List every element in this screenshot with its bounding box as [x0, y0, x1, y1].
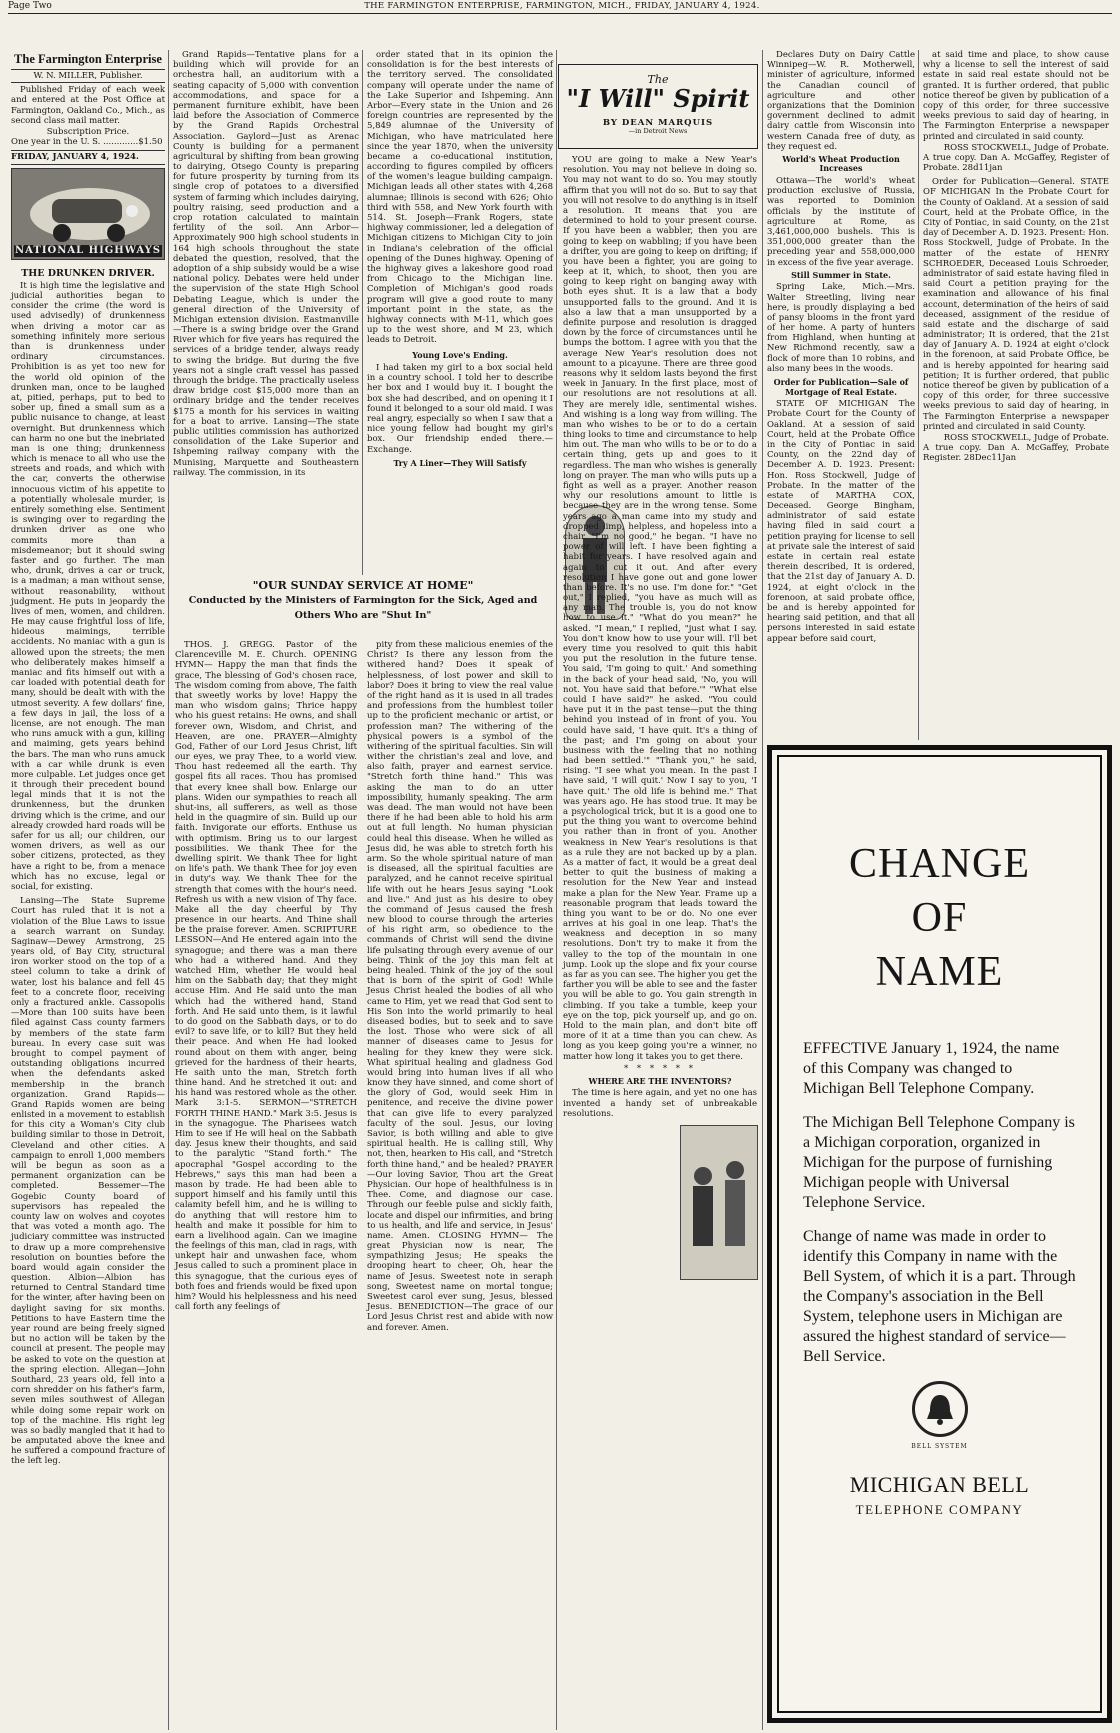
- liner-ad: Try A Liner—They Will Satisfy: [393, 457, 527, 468]
- feature-title: "I Will" Spirit: [566, 84, 750, 114]
- column-rule: [918, 50, 919, 740]
- probate-order-text: at said time and place, to show cause why a license to sell the interest of said estate in said real estate should not be granted. It is further ordered, that public notice thereof be given by publication of a copy of this order, for three successive weeks previous to said day of hearing, in The Farmington Enterprise a newspaper printed and circulated in said county.: [923, 50, 1109, 142]
- column-rule: [762, 50, 763, 1730]
- subscription-heading: Subscription Price.: [46, 126, 130, 137]
- judge-signature: ROSS STOCKWELL, Judge of Probate.: [943, 142, 1109, 153]
- sermon-text: pity from these malicious enemies of the Christ? Is there any lesson from the withered hand? Does it speak of helplessness, of lost power and skill to labor? Does it bring to view the real value of the right hand as it is used in all trades and professions from the humblest toiler up to the proficient mechanic or artist, or profession man? The withering of the physical powers is a symbol of the withering of the spiritual faculties. Sin will wither the christian's zeal and love, and also faith, prayer and earnest service. "Stretch forth thine hand." This was asking the man to do an utter impossibility, humanly speaking. The arm was dead. The man would not have been there if he had been able to hold his arm out at full length. No human physician could heal this disease. When he willed as Jesus did, he was able to stretch forth his arm. So the whole spiritual nature of man is diseased, all the spiritual faculties are paralyzed, and he cannot receive spiritual life with out he hears Jesus saying "Look and live." And just as his desire to obey the command of Jesus caused the fresh new blood to course through the arteries of his right arm, so obedience to the commands of Christ will send the divine life pulsating through every avenue of our being. Think of the joy this man felt at being healed. Think of the joy of the soul that is born of the spirit of God! While Jesus Christ healed the bodies of all who came to Him, yet we read that God sent to His Son into the world primarily to heal diseased bodies, but to seek and to save the lost. Those who were sick of all manner of diseases came to Jesus for healing for they knew they were sick. What spiritual healing and gladness God would bring into human lives if all who know they have sinned, and come short of the glory of God, would seek Him in penitence, and receive the divine power that can give life to every paralyzed faculty of the soul. Jesus, our loving Savior, is both willing and able to give spiritual health. He is calling still, Why not, then, hearken to His call, and "Stretch forth thine hand," and be healed? PRAYER—Our loving Savior, Thou art the Great Physician. Our hope of healthfulness is in Thee. Come, and diagnose our case. Through our feeble pulse and sickly faith, locate and dispel our infirmities, and bring to us health, and life and service, in Jesus' name. Amen. CLOSING HYMN— The great Physician now is near, The sympathizing Jesus; He speaks the drooping heart to cheer, Oh, hear the name of Jesus. Sweetest note in seraph song, Sweetest name on mortal tongue; Sweetest carol ever sung, Jesus, blessed Jesus. BENEDICTION—The grace of our Lord Jesus Christ rest and abide with now and forever. Amen.: [367, 640, 553, 1333]
- subscription-price: One year in the U. S. .............$1.50: [11, 137, 163, 148]
- ad-title-line: OF: [911, 895, 968, 941]
- sermon-title: "OUR SUNDAY SERVICE AT HOME": [252, 579, 474, 592]
- issue-date: FRIDAY, JANUARY 4, 1924.: [11, 150, 165, 164]
- company-name: MICHIGAN BELL: [849, 1472, 1030, 1498]
- sermon-text: THOS. J. GREGG. Pastor of the Clarenceville M. E. Church. OPENING HYMN— Happy the man that finds the grace, The blessing of God's chosen race, The wisdom coming from above, The faith that sweetly works by love! Happy the man who wisdom gains; Thrice happy who his guest retains: He owns, and shall forever own, Wisdom, and Christ, and Heaven, are one. PRAYER—Almighty God, Father of our Lord Jesus Christ, lift our eyes, we pray Thee, to a world view. Thou hast redeemed all the earth. Thy gospel fits all races. Thou has promised that every knee shall bow. Enlarge our plans. Widen our sympathies to reach all shut-ins, all sufferers, as well as those held in the quagmire of sin. Build up our faith. Invigorate our efforts. Enthuse us with optimism. Bring us to our largest possibilities. We thank Thee for the dwelling spirit. We thank Thee for light on life's path. We thank Thee for joy even in duty's way. We thank Thee for the strength that comes with the hour's need. Refresh us with a new vision of Thy face. Make all the day cheerful by Thy presence in our hearts. And Thine shall be the praise forever. Amen. SCRIPTURE LESSON—And He entered again into the synagogue; and there was a man there who had a withered hand. And they watched Him, whether He would heal him on the Sabbath day; that they might accuse Him. And He said unto the man which had the withered hand, Stand forth. And He said unto them, is it lawful to do good on the Sabbath days, or to do evil? to save life, or to kill? But they held their peace. And when He had looked round about on them with anger, being grieved for the hardness of their hearts, He saith unto the man, Stretch forth thine hand. And he stretched it out: and his hand was restored whole as the other. Mark 3:1-5. SERMON—"STRETCH FORTH THINE HAND." Mark 3:5. Jesus is in the synagogue. The Pharisees watch Him to see if He will heal on the Sabbath day. Jesus knew their thoughts, and said to the paralytic "Stand forth." The apocraphal "Gospel according to the Hebrews," says this man had been a mason by trade. He had been able to support himself and his family until this calamity befell him, and he is willing to do anything that will restore him to health and make it possible for him to earn a livelihood again. Can we imagine the feelings of this man, clad in rags, with unkept hair and unwashen face, whom Jesus called to such a prominent place in this synagogue, that the curious eyes of both foes and friends would be fixed upon him? Would his helplessness and his need call forth any feelings of: [175, 640, 357, 1313]
- sermon-left-column: [172, 640, 360, 1728]
- column-news-2: [170, 50, 362, 575]
- editorial-text: It is high time the legislative and judicial authorities began to consider the crime (the word is used advisedly) of drunkenness when driving a motor car as something infinitely more serious than is drunkenness under ordinary circumstances. Prohibition is as yet too new for the world old opinion of the drunken man, once to be laughed at, pitied, perhaps, put to bed to sober up, fined a small sum as a public nuisance to change, at least overnight. But drunkenness which can harm no one but the inebriated man is one thing; drunkenness which is menace to all who use the streets and roads, and which with the car, converts the otherwise innocuous victim of his appetite to a potentially wholesale murder, is entirely something else. Sentiment is swinging over to regarding the drunken driver as one who commits more than a misdemeanor; but it should swing faster and go further. The man who, drunk, drives a car or truck, is a madman; a man without sense, without reasonability, without judgment. He puts in jeopardy the lives of men, women, and children. He may cause frightful loss of life, hideous maimings, terrible accidents. No maniac with a gun is allowed upon the streets; the men who deliberately makes himself a maniac and fits himself out with a car loaded with potential death for many, should be dealt with with the utmost severity. A few dollars' fine, a few days in jail, the loss of a license, are not enough. The man who runs amuck with a gun, killing and maiming, gets years behind the bars. The man who runs amuck with a car while drunk is even more culpable. Let judges once get it through their precedent bound legal minds that it is not the drunkenness, but the drunken driving which is the crime, and our already crowded hard roads will be safer for us all; our children, our women drivers, as well as our sober citizens, protected, as they have a right to be, from a menace which has no excuse, legal or social, for existing.: [11, 280, 165, 892]
- bell-logo-icon: [912, 1381, 968, 1437]
- column-editorial: [8, 52, 168, 1730]
- column-legal-6: [764, 50, 918, 740]
- separator: * * * * * *: [623, 1063, 696, 1074]
- i-will-spirit-heading: [558, 64, 758, 149]
- ad-title-line: NAME: [875, 949, 1004, 995]
- editorial-title: THE DRUNKEN DRIVER.: [21, 267, 155, 279]
- paper-name: The Farmington Enterprise: [14, 52, 162, 66]
- wheat-title: World's Wheat Production Increases: [782, 153, 900, 174]
- michigan-bell-advertisement: [767, 745, 1112, 1723]
- ad-body-paragraph: Change of name was made in order to identify this Company in name with the Bell System, of which it is a part. Through the Company's association in the Bell System, telephone users in Michigan are assured the highest standard of service—Bell Service.: [803, 1228, 1076, 1365]
- sermon-header: [172, 578, 554, 627]
- summer-title: Still Summer in State.: [791, 269, 891, 280]
- ad-body-paragraph: EFFECTIVE January 1, 1924, the name of this Company was changed to Michigan Bell Telephone Company.: [803, 1040, 1060, 1097]
- probate-order-text: STATE OF MICHIGAN The Probate Court for the County of Oakland. At a session of said Court, held at the Probate Office in the City of Pontiac in said County, on the 22nd day of December A. D. 1923. Present: Hon. Ross Stockwell, Judge of Probate. In the matter of the estate of MARTHA COX, Deceased. George Bingham, administrator of said estate having filed in said court a petition praying for license to sell at private sale the interest of said estate in certain real estate therein described, It is ordered, that the 21st day of January A. D. 1924, at eight o'clock in the forenoon, at said probate office, be and is hereby appointed for hearing said petition, and that all persons interested in said estate appear before said court,: [767, 399, 915, 644]
- true-copy-note: A true copy. Dan A. McGaffey, Register of Probate. 28d11jan: [923, 152, 1109, 174]
- ad-body-paragraph: The Michigan Bell Telephone Company is a Michigan corporation, organized in Michigan for the purpose of furnishing Michigan people with Universal Telephone Service.: [803, 1114, 1075, 1211]
- inventors-text: The time is here again, and yet no one has invented a handy set of unbreakable resolutions.: [563, 1088, 757, 1119]
- judge-signature: ROSS STOCKWELL, Judge of Probate.: [943, 432, 1109, 443]
- summer-brief: Spring Lake, Mich.—Mrs. Walter Streetling, living near here, is proudly displaying a bed of pansy blooms in the front yard of her home. A party of hunters from Highland, when hunting at New Richmond recently, saw a flock of more than 10 robins, and also many bees in the woods.: [767, 282, 915, 374]
- byline: BY DEAN MARQUIS: [602, 118, 714, 129]
- page-number: Page Two: [8, 1, 52, 12]
- column-i-will-spirit: [560, 155, 760, 1730]
- publication-notice: Published Friday of each week and entered at the Post Office at Farmington, Oakland Co., Mich., as second class mail matter.: [11, 85, 165, 126]
- bell-logo-text: BELL SYSTEM: [911, 1443, 968, 1450]
- probate-order-general: Order for Publication—General. STATE OF MICHIGAN In the Probate Court for the County of Oakland. At a session of said Court, held at the Probate Office, in the City of Pontiac, in said County, on the 21st day of December A. D. 1923. Present: Hon. Ross Stockwell, Judge of Probate. In the matter of the estate of HENRY SCHROEDER, Deceased Louis Schroeder, administrator of said estate having filed in said Court a petition praying for the examination and allowance of his final account, determination of the heirs of said deceased, assignment of the residue of said estate and the discharge of said administrator; It is ordered, that the 21st day of January A. D. 1924 at eight o'clock in the forenoon, at said Probate Office, be and is hereby appointed for hearing said petition; It is further ordered, that public notice thereof be given by publication of a copy of this order, for three successive weeks previous to said day of hearing, in The Farmington Enterprise a newspaper printed and circulated in said County.: [923, 177, 1109, 432]
- anecdote-text: I had taken my girl to a box social held in a country school. I told her to describe her box and I would buy it. I bought the box she had described, and on opening it I found it belonged to a sour old maid. I was real angry, especially so when I saw that a nice young fellow had bought my girl's box. Our friendship ended there.—Exchange.: [367, 363, 553, 455]
- column-rule: [362, 50, 363, 575]
- news-briefs: Grand Rapids—Tentative plans for a building which will provide for an orchestra hall, an auditorium with a seating capacity of 5,000 with convention accommodations, and space for a permanent furniture exhibit, have been laid before the Association of Commerce by the Grand Rapids Orchestral Association. Gaylord—Just as Arenac County is building for a permanent agricultural by shifting from bean growing to dairying, Otsego County is preparing for future prosperity by turning from its single crop of potatoes to a diversified system of farming which includes dairying, poultry raising, seed production and a crop rotation calculated to maintain fertility of the soil. Ann Arbor—Approximately 900 high school students in 164 high schools throughout the state debated the question, resolved, that the adoption of a ship subsidy would be a wise national policy. Debates were held under the supervision of the state High School Debating League, which is under the general direction of the University of Michigan extension division. Eastmanville—There is a swing bridge over the Grand River which for five years has required the services of a bridge tender, always ready to swing the bridge. But during the five years not a single craft vessel has passed through the bridge. The practically useless draw bridge cost $15,000 more than an ordinary bridge and the tender receives $175 a month for his services in waiting for a boat to arrive. Lansing—The state public utilities commission has authorized consolidation of the Lake Superior and Ishpeming railway company with the Munising, Marquette and Southeastern railway. The commission, in its: [173, 50, 359, 478]
- column-rule: [168, 50, 169, 1730]
- column-rule: [556, 50, 557, 1730]
- heading-the: The: [647, 73, 669, 86]
- highway-cartoon: [11, 168, 165, 260]
- state-briefs: Lansing—The State Supreme Court has ruled that it is not a violation of the Blue Laws to issue a search warrant on Sunday. Saginaw—Dewey Armstrong, 25 years old, of Bay City, structural iron worker stood on the top of a steel column to take a drink of water, lost his balance and fell 45 feet to a concrete floor, receiving only a fractured ankle. Cassopolis—More than 100 suits have been filed against Cass county farmers by members of the state farm bureau. In every case suit was brought to compel payment of outstanding obligations incurred when the defendants asked membership in the branch organization. Grand Rapids—Grand Rapids women are being enlisted in a movement to establish for this city a Woman's City club building similar to those in Detroit, Cleveland and other cities. A campaign to enroll 1,000 members will be begun as soon as a permanent organization can be completed. Bessemer—The Gogebic County board of supervisors has repealed the county law on wolves and coyotes that was voted a month ago. The judiciary committee was instructed to draw up a more comprehensive resolution on bounties before the board would again consider the question. Albion—Albion has returned to Central Standard time for the winter, after having been on daylight saving for six months. Petitions to have Eastern time the year round are being freely signed but no action will be taken by the council at present. The people may be asked to vote on the question at the spring election. Allegan—John Southard, 23 years old, fell into a corn shredder on his father's farm, seven miles southwest of Allegan while doing some repair work on top of the machine. His right leg was so badly mangled that it had to be amputated above the knee and he suffered a compound fracture of the left leg.: [11, 896, 165, 1467]
- column-legal-7: [920, 50, 1112, 740]
- column-news-3: [364, 50, 556, 575]
- news-briefs: order stated that in its opinion the consolidation is for the best interests of the territory served. The consolidated company will operate under the name of the Lake Superior and Ishpeming. Ann Arbor—Every state in the Union and 26 foreign countries are represented by the 5,849 alumnae of the University of Michigan, who have matriculated here since the year 1870, when the university became a co-educational institution, according to figures compiled by officers of the women's league building campaign. Michigan leads all other states with 4,268 alumnae; Illinois is second with 626; Ohio third with 558, and New York fourth with 514. St. Joseph—Frank Rogers, state highway commissioner, led a delegation of Michigan citizens to Michigan City to join in Indiana's celebration of the official opening of the Dunes highway. Opening of the highway gives a lakeshore good road from Chicago to the Michigan line. Completion of Michigan's good roads program will give a good route to many important point in the state, as the highway connects with M-11, which goes up to the west shore, and M 23, which leads to Detroit.: [367, 50, 553, 346]
- sermon-subtitle: Conducted by the Ministers of Farmington for the Sick, Aged and Others Who are "Shut In": [188, 595, 538, 621]
- feature-text: YOU are going to make a New Year's resolution. You may not believe in doing so. You may not want to do so. You may stoutly affirm that you will not do so. But to say that you will not resolve to do anything is in itself a resolution. It means that you are determined to hold to your present course. If you have been a wabbler, then you are going to keep on wabbling; if you have been a drifter, you are going to keep on drifting; if you have been a fighter, you are going to keep at it, which, to shoot, then you are going to keep right on banging away with both eyes shut. It is a law that a body unsupported falls to the ground. And it is also a law that a man unsupported by a definite purpose and resolution is dragged down by the force of circumstances until he bumps the bottom. I agree with you that the average New Year's resolution does not amount to a picayune. There are three good reasons why it seldom lasts beyond the first week in January. In the first place, most of our resolutions are not resolutions at all. They are merely idle, sentimental wishes. And wishing is a long way from willing. The man who wishes to be or to do a certain thing looks to time and circumstance to help him out. The man who wills to be or to do a certain thing, gets up and goes to it regardless. The man who wishes is generally long on prayer. The man who wills puts up a fight as well as a prayer. Another reason why our resolutions amount to little is because they are in the wrong tense. Some years ago a man came into my study and dropped limp, helpless, and hopeless into a chair. "I'm no good," he began. "I have no power of will left. I have been fighting a habit for years. I have resolved again and again to cut it out. And after every resolution I have gone out and gone lower than before. It's no use. I'm done for." "Get out," I replied, "you have as much will as any man. The trouble is, you do not know how to use it." "What do you mean?" he asked. "I mean," I replied, "just what I say. You don't know how to use your will. I'll bet every time you resolved to quit this habit you put the resolution in the future tense. You said, 'I'm going to quit.' And something in the back of your head said, 'No, you will not. You have said that before.'" "What else could I have said?" he asked. "You could have put it in the past tense—put the thing behind you instead of in front of you. You could have said, 'I have quit. It's a thing of the past; and I'm going on about your business with the feeling that no nothing had been settled.'" "Thank you," he said, rising. "I see what you mean. In the past I have said, 'I will quit.' Now I say to you, 'I have quit.' The old life is behind me." That was years ago. He has stood true. It may be a psychological trick, but it is a good one to put the thing you want to overcome behind you rather than in front of you. Another weakness in New Year's resolutions is that as a rule they are not backed up by a plan. As a matter of fact, it would be a great deal better to quit the business of making a resolution for the New Year and instead make a plan for the New Year. Frame up a reasonable program that leads toward the thing you want to be or do. No one ever arrives at his goal in one leap. That's the weakness and deception in so many resolutions. Don't try to make it from the valley to the top of the mountain in one jump. Look up the slope and fix your course as far as you can see. The higher you get the farther you will be able to see and the faster you will be able to go. You gain strength in climbing. If you take a tumble, keep your eye on the top, pick yourself up, and go on. Hold to the main plan, and don't bite off more of it at a time than you can chew. As long as you keep going you're a winner, no matter how long it takes you to get there.: [563, 155, 757, 1062]
- ad-title-line: CHANGE: [849, 841, 1030, 887]
- sermon-right-column: [364, 640, 556, 1728]
- byline-source: —in Detroit News: [628, 127, 688, 136]
- inventors-title: WHERE ARE THE INVENTORS?: [588, 1075, 732, 1086]
- true-copy-note: A true copy. Dan A. McGaffey, Probate Register. 28Dec11Jan: [923, 443, 1109, 464]
- poem-title: Young Love's Ending.: [412, 350, 508, 361]
- order-title: Order for Publication—Sale of Mortgage of Real Estate.: [773, 377, 909, 397]
- bell-icon: [920, 1389, 960, 1429]
- dairy-cattle-brief: Declares Duty on Dairy Cattle Winnipeg—W. R. Motherwell, minister of agriculture, informed the Canadian council of agriculture and other organizations that the Dominion government declined to admit dairy cattle from Wisconsin into western Canada free of duty, as they request ed.: [767, 50, 915, 152]
- masthead-line: THE FARMINGTON ENTERPRISE, FARMINGTON, MICH., FRIDAY, JANUARY 4, 1924.: [364, 1, 760, 12]
- page-header: [8, 0, 1112, 14]
- wheat-brief: Ottawa—The world's wheat production exclusive of Russia, was reported to Dominion officials by the institute of agriculture at Rome, as 3,461,000,000 bushels. This is 351,000,000 greater than the preceding year and 558,000,000 in excess of the five year average.: [767, 176, 915, 268]
- company-subtitle: TELEPHONE COMPANY: [855, 1501, 1024, 1517]
- publisher-line: W. N. MILLER, Publisher.: [11, 69, 165, 83]
- cartoon-caption: NATIONAL HIGHWAYS: [15, 244, 161, 256]
